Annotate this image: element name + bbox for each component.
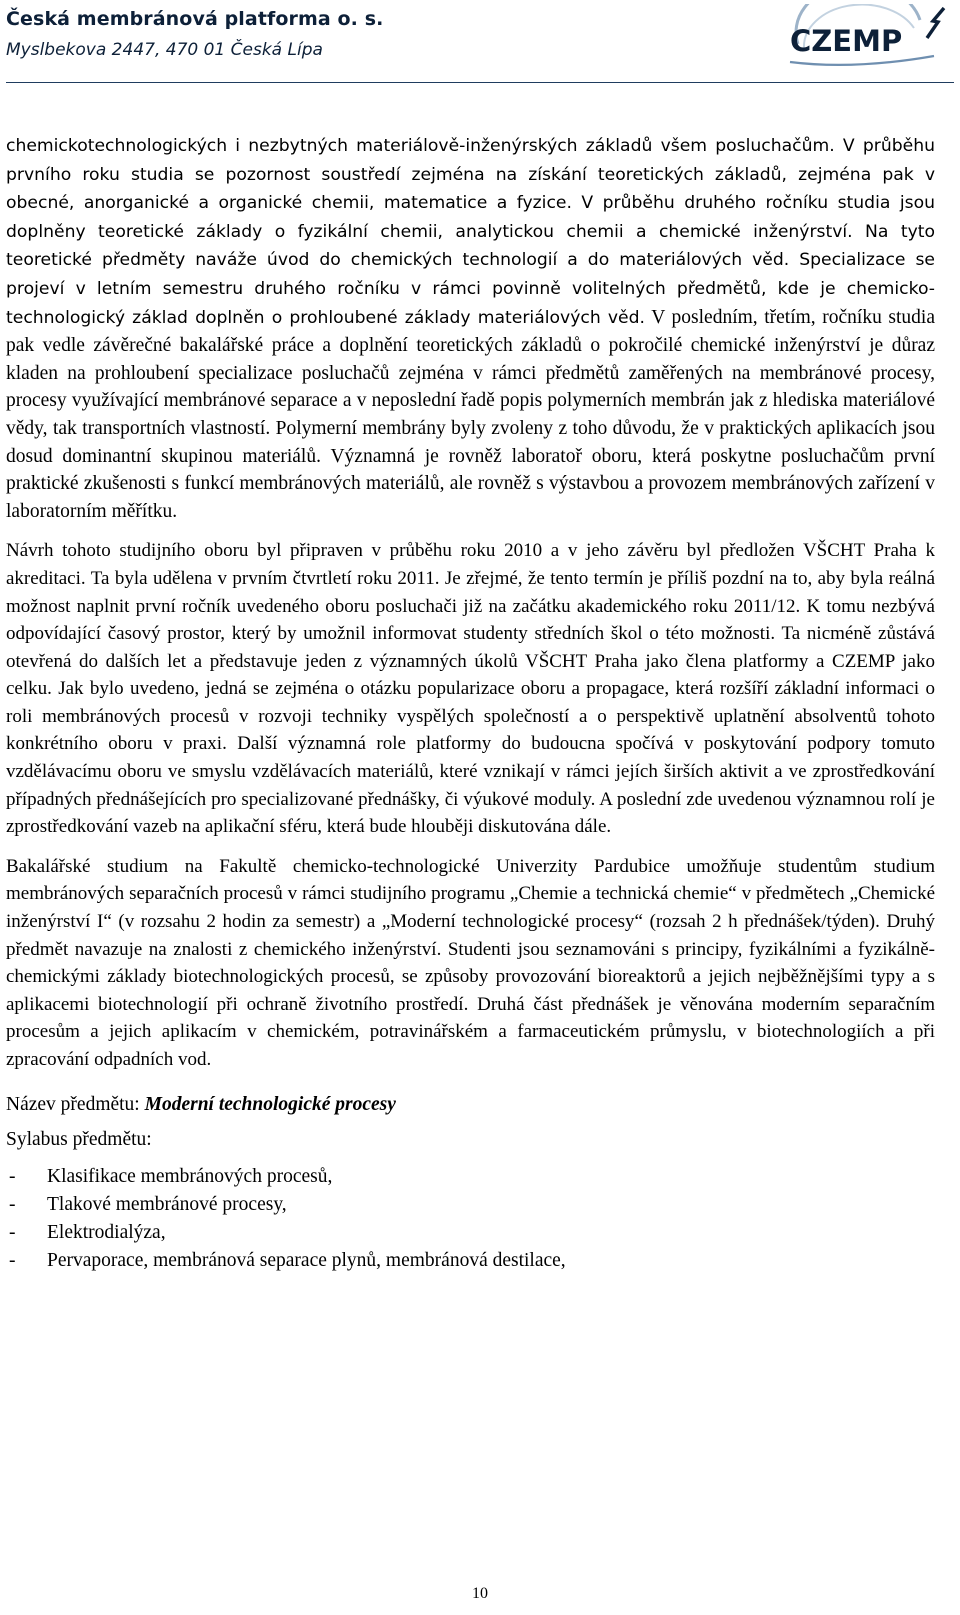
page-number: 10 <box>472 1585 488 1602</box>
list-bullet: - <box>9 1221 16 1243</box>
list-item-text: Tlakové membránové procesy, <box>47 1193 287 1215</box>
paragraph-curriculum-part1: chemickotechnologických i nezbytných materiálově-inženýrských základů všem posluchačům. V průběhu prvního roku studia se pozornost soustředí zejména na získání teoretických základů, zejména pak v obecné, anorganické a organické chemii, matematice a fyzice. V průběhu druhého ročníku studia jsou doplněny teoretické základy o fyzikální chemii, analytickou chemii a chemické inženýrství. Na tyto teoretické předměty naváže úvod do chemických technologií a do materiálových věd. Specializace se projeví v letním semestru druhého ročníku v rámci povinně volitelných předmětů, kde je chemicko-technologický základ doplněn o prohloubené základy materiálových věd. <box>6 136 935 328</box>
page-header <box>0 0 960 82</box>
list-bullet: - <box>9 1193 16 1215</box>
list-item-text: Klasifikace membránových procesů, <box>47 1165 333 1187</box>
organization-name: Česká membránová platforma o. s. <box>6 8 384 30</box>
paragraph-curriculum-part2: V posledním, třetím, ročníku studia pak vedle závěrečné bakalářské práce a doplnění teoretických základů o pokročilé chemické inženýrství je důraz kladen na prohloubení specializace posluchačů zejména v rámci předmětů zaměřených na membránové procesy, procesy využívající membránové separace a v neposlední řadě popis polymerních membrán jak z hlediska materiálové vědy, tak transportních vlastností. Polymerní membrány byly zvoleny z toho důvodu, že v praktických aplikacích jsou dosud dominantní skupinou materiálů. Významná je rovněž laboratoř oboru, která poskytne posluchačům první praktické zkušenosti s funkcí membránových materiálů, ale rovněž s výstavbou a provozem membránových zařízení v laboratorním měřítku. <box>6 306 935 522</box>
paragraph-pardubice: Bakalářské studium na Fakultě chemicko-technologické Univerzity Pardubice umožňuje studentům studium membránových separačních procesů v rámci studijního programu „Chemie a technická chemie“ v předmětech „Chemické inženýrství I“ (v rozsahu 2 hodin za semestr) a „Moderní technologické procesy“ (rozsah 2 h přednášek/týden). Druhý předmět navazuje na znalosti z chemického inženýrství. Studenti jsou seznamováni s principy, fyzikálními a fyzikálně-chemickými základy biotechnologických procesů, se způsoby provozování bioreaktorů a jejich nejběžnějšími typy a s aplikacemi biotechnologií při ochraně životního prostředí. Druhá část přednášek je věnována moderním separačním procesům a jejich aplikacím v chemickém, potravinářském a farmaceutickém průmyslu, v biotechnologiích a při zpracování odpadních vod. <box>6 855 935 1070</box>
course-name-label: Název předmětu: <box>6 1093 145 1115</box>
paragraph-curriculum <box>6 132 935 525</box>
logo-text: CZEMP <box>790 24 903 58</box>
organization-address: Myslbekova 2447, 470 01 Česká Lípa <box>6 40 323 60</box>
syllabus-label: Sylabus předmětu: <box>6 1128 152 1150</box>
list-item <box>6 1219 935 1247</box>
syllabus-list <box>6 1163 935 1275</box>
course-name-line <box>6 1091 935 1118</box>
list-item-text: Elektrodialýza, <box>47 1221 166 1243</box>
logo-lightning-icon <box>927 8 944 38</box>
course-title: Moderní technologické procesy <box>144 1093 396 1115</box>
paragraph-accreditation: Návrh tohoto studijního oboru byl připraven v průběhu roku 2010 a v jeho závěru byl předložen VŠCHT Praha k akreditaci. Ta byla udělena v prvním čtvrtletí roku 2011. Je zřejmé, že tento termín je příliš pozdní na to, aby byla reálná možnost naplnit první ročník uvedeného oboru posluchači již na začátku akademického roku 2011/12. K tomu nezbývá odpovídající časový prostor, který by umožnil informovat studenty středních škol o této možnosti. Ta nicméně zůstává otevřená do dalších let a představuje jeden z významných úkolů VŠCHT Praha jako člena platformy a CZEMP jako celku. Jak bylo uvedeno, jedná se zejména o otázku popularizace oboru a propagace, která rozšíří základní informaci o roli membránových procesů v rozvoji techniky vyspělých společností a o perspektivě uplatnění absolventů tohoto konkrétního oboru v praxi. Další významná role platformy do budoucna spočívá v poskytování podpory tomuto vzdělávacímu oboru ve smyslu vzdělávacích materiálů, které vznikají v rámci jejích širších aktivit a ve zprostředkování případných přednášejících pro specializované přednášky, či výukové moduly. A poslední zde uvedenou významnou rolí je zprostředkování vazeb na aplikační sféru, která bude hlouběji diskutována dále. <box>6 540 935 838</box>
list-bullet: - <box>9 1249 16 1271</box>
list-bullet: - <box>9 1165 16 1187</box>
list-item <box>6 1163 935 1191</box>
czemp-logo <box>784 4 954 74</box>
list-item <box>6 1247 935 1275</box>
document-body <box>6 132 935 1275</box>
list-item-text: Pervaporace, membránová separace plynů, membránová destilace, <box>47 1249 566 1271</box>
list-item <box>6 1191 935 1219</box>
header-divider <box>6 82 954 83</box>
